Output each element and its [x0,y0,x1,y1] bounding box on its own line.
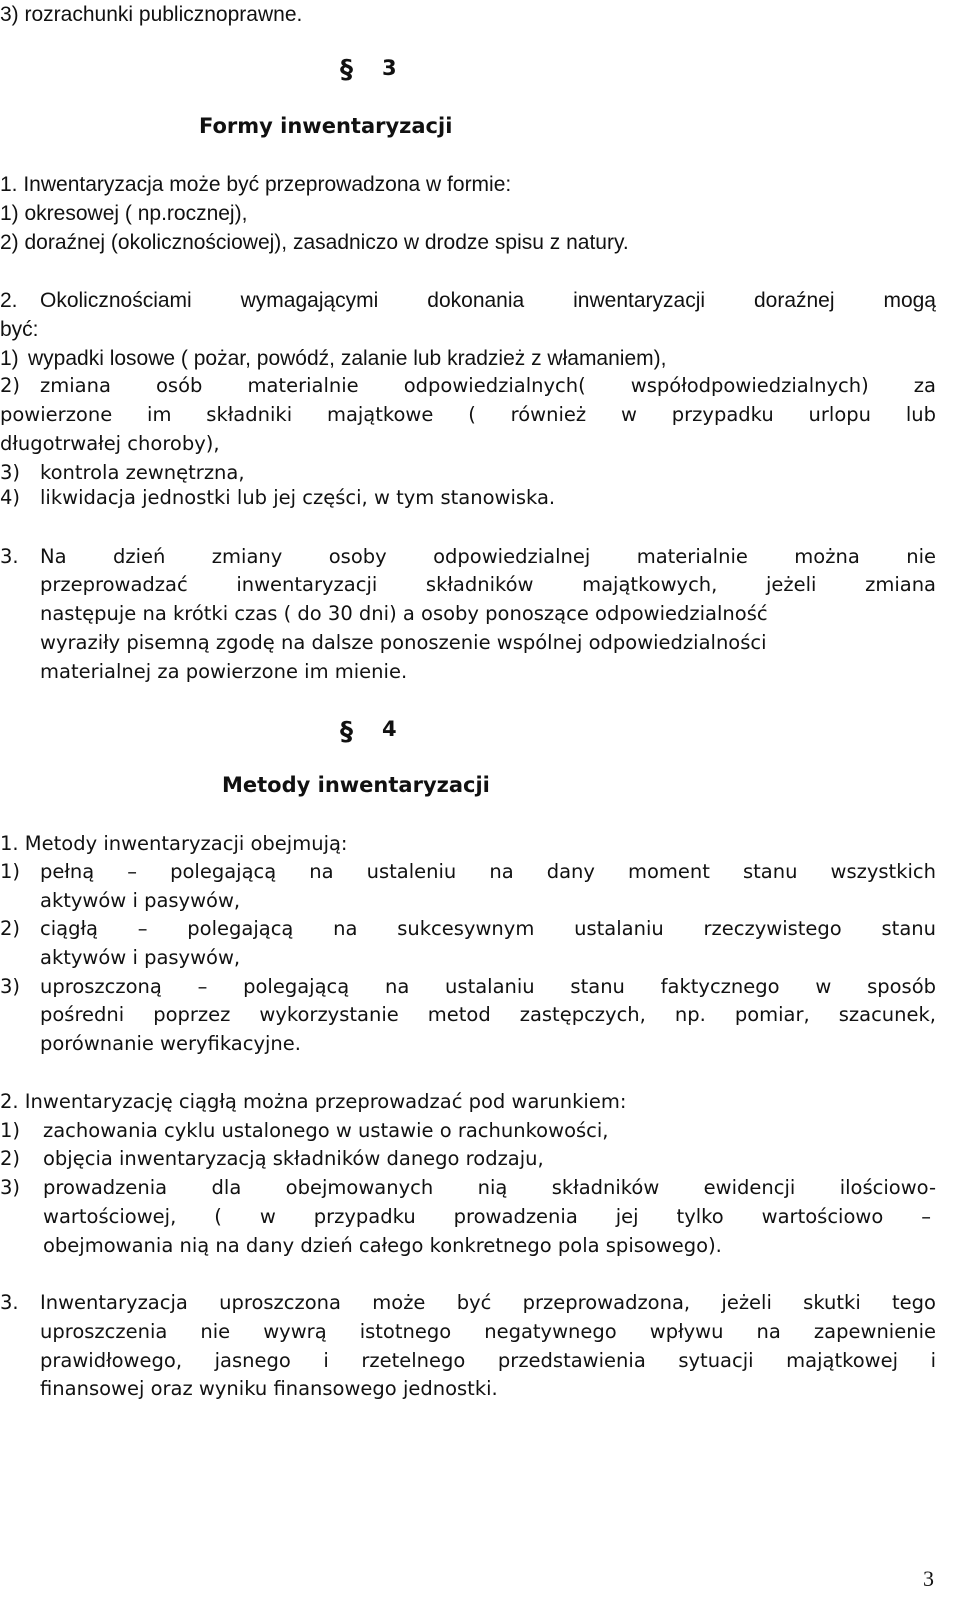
list-item: długotrwałej choroby), [0,432,220,455]
section-sign-icon: § [340,717,353,747]
paragraph-line: prawidłowego, jasnego i rzetelnego przedstawienia sytuacji majątkowej i [40,1349,936,1372]
paragraph-line: być: [0,318,39,341]
paragraph-head: 1. Metody inwentaryzacji obejmują: [0,832,348,855]
list-item: aktywów i pasywów, [40,889,241,912]
list-item: pełną – polegającą na ustaleniu na dany moment stanu wszystkich [40,860,936,883]
section-number: 3 [382,56,397,80]
paragraph-line: uproszczenia nie wywrą istotnego negatywnego wpływu na zapewnienie [40,1320,936,1343]
list-item: wypadki losowe ( pożar, powódź, zalanie lub kradzież z włamaniem), [28,347,667,370]
section-sign-icon: § [340,55,353,85]
list-item: zachowania cyklu ustalonego w ustawie o rachunkowości, [43,1119,609,1142]
list-item: pośredni poprzez wykorzystanie metod zastępczych, np. pomiar, szacunek, [40,1003,936,1026]
page-number: 3 [923,1566,934,1591]
list-item: aktywów i pasywów, [40,946,241,969]
list-item-number: 3) [0,1176,21,1199]
paragraph-line: przeprowadzać inwentaryzacji składników majątkowych, jeżeli zmiana [40,573,936,596]
list-item-number: 3) [0,461,21,484]
paragraph-line: wyraziły pisemną zgodę na dalsze ponoszenie wspólnej odpowiedzialności [40,631,767,654]
list-item: obejmowania nią na dany dzień całego konkretnego pola spisowego). [43,1234,722,1257]
list-item-number: 4) [0,486,21,509]
paragraph-line: materialnej za powierzone im mienie. [40,660,408,683]
list-item: porównanie weryfikacyjne. [40,1032,301,1055]
paragraph-head: 2. Inwentaryzację ciągłą można przeprowadzać pod warunkiem: [0,1090,627,1113]
list-item: uproszczoną – polegającą na ustalaniu stanu faktycznego w sposób [40,975,936,998]
list-item-number: 1) [0,347,19,370]
list-item: prowadzenia dla obejmowanych nią składników ewidencji ilościowo- [43,1176,936,1199]
paragraph-number: 2. [0,289,18,312]
list-item-number: 2) [0,374,21,397]
list-item: 2) doraźnej (okolicznościowej), zasadniczo w drodze spisu z natury. [0,231,629,254]
top-item: 3) rozrachunki publicznoprawne. [0,3,303,26]
list-item-number: 2) [0,1147,21,1170]
paragraph-number: 3. [0,1291,19,1314]
list-item: wartościowej, ( w przypadku prowadzenia jej tylko wartościowo – [43,1205,931,1228]
paragraph-number: 3. [0,545,19,568]
paragraph-line: następuje na krótki czas ( do 30 dni) a osoby ponoszące odpowiedzialność [40,602,768,625]
list-item: 1) okresowej ( np.rocznej), [0,202,248,225]
list-item: objęcia inwentaryzacją składników danego rodzaju, [43,1147,544,1170]
section-number: 4 [382,717,397,741]
list-item-number: 1) [0,1119,21,1142]
section-title: Metody inwentaryzacji [222,773,490,797]
list-item-number: 3) [0,975,21,998]
paragraph-head: 1. Inwentaryzacja może być przeprowadzona w formie: [0,173,512,196]
list-item: powierzone im składniki majątkowe ( również w przypadku urlopu lub [0,403,936,426]
list-item: likwidacja jednostki lub jej części, w tym stanowiska. [40,486,556,509]
list-item-number: 2) [0,917,21,940]
section-title: Formy inwentaryzacji [199,114,453,138]
paragraph-line: Inwentaryzacja uproszczona może być przeprowadzona, jeżeli skutki tego [40,1291,936,1314]
paragraph-line: finansowej oraz wyniku finansowego jednostki. [40,1377,498,1400]
list-item-number: 1) [0,860,21,883]
list-item: zmiana osób materialnie odpowiedzialnych( współodpowiedzialnych) za [40,374,936,397]
paragraph-line: Na dzień zmiany osoby odpowiedzialnej materialnie można nie [40,545,936,568]
list-item: ciągłą – polegającą na sukcesywnym ustalaniu rzeczywistego stanu [40,917,936,940]
paragraph-line: Okolicznościami wymagającymi dokonania inwentaryzacji doraźnej mogą [40,289,936,312]
list-item: kontrola zewnętrzna, [40,461,245,484]
